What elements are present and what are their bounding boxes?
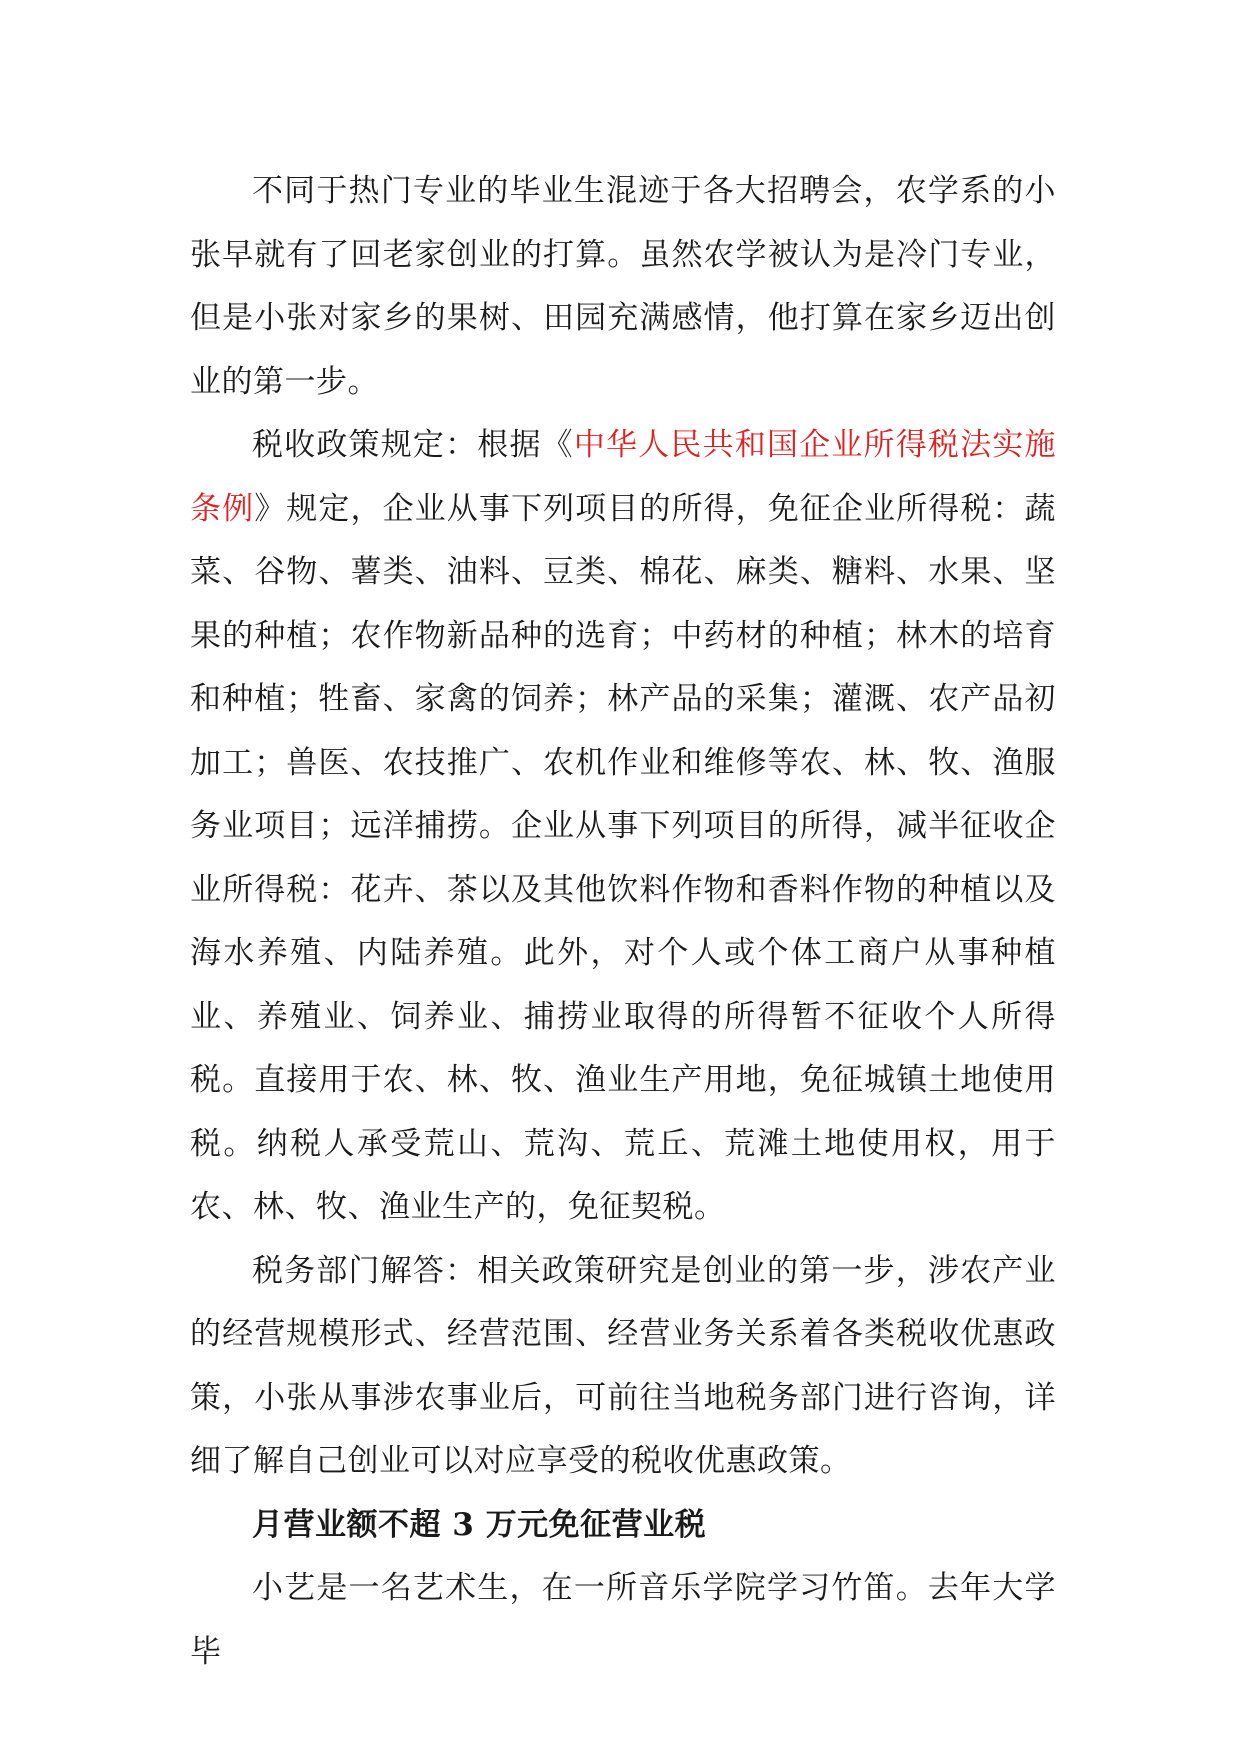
document-body (190, 160, 1056, 1684)
section-heading: 月营业额不超 3 万元免征营业税 (252, 1506, 707, 1543)
law-title-link[interactable]: 中华人民共和国企业所得税法实施条例 (190, 427, 1056, 527)
tax-policy-paragraph (190, 414, 1056, 1240)
intro-paragraph: 不同于热门专业的毕业生混迹于各大招聘会，农学系的小张早就有了回老家创业的打算。虽然农学被认为是冷门专业，但是小张对家乡的果树、田园充满感情，他打算在家乡迈出创业的第一步。 (190, 173, 1056, 400)
tax-answer-paragraph: 税务部门解答：相关政策研究是创业的第一步，涉农产业的经营规模形式、经营范围、经营业务关系着各类税收优惠政策，小张从事涉农事业后，可前往当地税务部门进行咨询，详细了解自己创业可以对应享受的税收优惠政策。 (190, 1252, 1056, 1479)
tax-policy-body: 》规定，企业从事下列项目的所得，免征企业所得税：蔬菜、谷物、薯类、油料、豆类、棉花、麻类、糖料、水果、坚果的种植；农作物新品种的选育；中药材的种植；林木的培育和种植；牲畜、家禽的饲养；林产品的采集；灌溉、农产品初加工；兽医、农技推广、农机作业和维修等农、林、牧、渔服务业项目；远洋捕捞。企业从事下列项目的所得，减半征收企业所得税：花卉、茶以及其他饮料作物和香料作物的种植以及海水养殖、内陆养殖。此外，对个人或个体工商户从事种植业、养殖业、饲养业、捕捞业取得的所得暂不征收个人所得税。直接用于农、林、牧、渔业生产用地，免征城镇土地使用税。纳税人承受荒山、荒沟、荒丘、荒滩土地使用权，用于农、林、牧、渔业生产的，免征契税。 (190, 490, 1057, 1225)
tax-policy-prefix: 税收政策规定：根据《 (252, 427, 574, 463)
story-paragraph: 小艺是一名艺术生，在一所音乐学院学习竹笛。去年大学毕 (190, 1570, 1056, 1670)
